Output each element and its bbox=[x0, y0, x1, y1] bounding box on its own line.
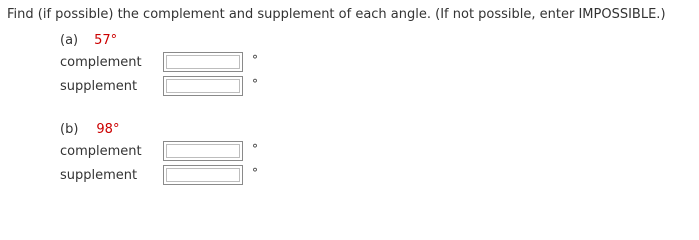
degree-symbol: ° bbox=[252, 53, 258, 67]
given-angle: 57° bbox=[94, 33, 118, 48]
part-b-header bbox=[60, 122, 119, 137]
degree-symbol: ° bbox=[252, 77, 258, 91]
complement-label: complement bbox=[60, 144, 142, 159]
complement-row bbox=[60, 140, 320, 164]
supplement-label: supplement bbox=[60, 168, 138, 183]
supplement-row bbox=[60, 75, 320, 99]
degree-symbol: ° bbox=[252, 142, 258, 156]
complement-row bbox=[60, 51, 320, 75]
supplement-row bbox=[60, 164, 320, 188]
part-a-header bbox=[60, 33, 117, 48]
part-a bbox=[60, 33, 320, 123]
complement-input[interactable] bbox=[163, 141, 243, 161]
given-angle: 98° bbox=[96, 122, 120, 137]
degree-symbol: ° bbox=[252, 166, 258, 180]
instructions-text: Find (if possible) the complement and supplement of each angle. (If not possible, enter IMPOSSIBLE.) bbox=[7, 7, 666, 22]
part-b bbox=[60, 122, 320, 212]
complement-input[interactable] bbox=[163, 52, 243, 72]
supplement-label: supplement bbox=[60, 79, 138, 94]
part-letter: (a) bbox=[60, 33, 79, 48]
part-letter: (b) bbox=[60, 122, 79, 137]
supplement-input[interactable] bbox=[163, 165, 243, 185]
supplement-input[interactable] bbox=[163, 76, 243, 96]
complement-label: complement bbox=[60, 55, 142, 70]
